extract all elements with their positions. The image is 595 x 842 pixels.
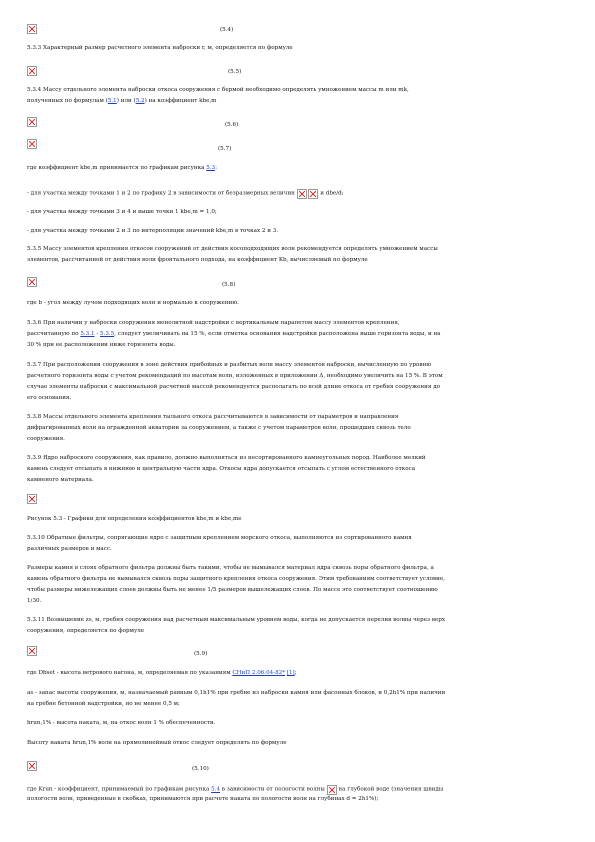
paragraph-5-3-9-line3: камненого материала.: [27, 477, 94, 483]
paragraph-5-3-4-line1: 5.3.4 Массу отдельного элемента наброски откоса сооружения с бермой необходимо определять умножением массы m или mk,: [27, 87, 409, 93]
paragraph-5-3-8-line2: дифрагированных волн на огражденной акватории за сооружением, а также с учетом параметров волн, прошедших сквозь тело: [27, 425, 411, 431]
broken-image-icon: [27, 24, 37, 34]
runup-formula-intro: Высоту наката hrun,1% волн на прямолинейный откос следует определять по формуле: [27, 740, 287, 746]
paragraph-5-3-6-line2: рассчитанную по 5.3.1 - 5.3.5, следует увеличивать на 15 %, если отметка основания надстройки расположена выше горизонта воды, и на: [27, 331, 441, 337]
paragraph-5-3-7-line3: случае элементы наброски с максимальной расчетной массой рекомендуется располагать по всей длине откоса от гребня сооружения до: [27, 384, 441, 390]
broken-image-icon: [297, 189, 307, 199]
paragraph-filter-line2: камень обратного фильтра не вымывался сквозь поры защитного крепления откоса сооружения. Этим требованиям соответствует условие,: [27, 576, 445, 582]
paragraph-5-3-5-line1: 5.3.5 Массу элементов крепления откосов сооружений от действия косоподходящих волн рекомендуется определять умножением массы: [27, 246, 438, 252]
paragraph-5-3-7-line2: расчетного горизонта воды с учетом рекомендаций по высотам волн, изложенных в приложении Δ, необходимо увеличить на 15 %. В этом: [27, 373, 443, 379]
paragraph-5-3-5-line2: элементов, рассчитанной от действия волн фронтального подхода, на коэффициент Kb, вычисляемый по формуле: [27, 257, 368, 263]
paragraph-5-3-11-line1: 5.3.11 Возвышение zs, м, гребня сооружения над расчетным максимальным уровнем воды, когда не допускается перелив волны через верх: [27, 617, 446, 623]
broken-image-icon: [308, 189, 318, 199]
equation-number: (5.6): [225, 122, 239, 128]
paragraph-5-3-7-line4: его основания.: [27, 395, 72, 401]
broken-image-icon: [27, 117, 37, 127]
paragraph-5-3-8-line1: 5.3.8 Массы отдельного элемента крепления тыльного откоса рассчитываются в зависимости от параметров и направления: [27, 414, 399, 420]
angle-definition: где b - угол между лучом подходящих волн и нормалью к сооружению.: [27, 300, 239, 306]
figure-link-5-3[interactable]: 5.3: [206, 165, 216, 171]
snip-link[interactable]: СНиП 2.06.04-82*: [232, 670, 286, 676]
reference-link-1[interactable]: [1]: [286, 670, 295, 676]
broken-image-icon: [27, 494, 37, 504]
equation-number: (5.9): [194, 651, 208, 657]
paragraph-5-3-9-line1: 5.3.9 Ядро наброского сооружения, как правило, должно выполняться из несортированного камнеугольных пород. Наиболее мелкий: [27, 455, 426, 461]
paragraph-filter-line4: 1/30.: [27, 598, 42, 604]
broken-image-icon: [27, 277, 37, 287]
broken-image-icon: [27, 646, 37, 656]
paragraph-filter-line1: Размеры камня в слоях обратного фильтра должны быть такими, чтобы не вымывался материал ядра сквозь поры обратного фильтра, а: [27, 565, 434, 571]
paragraph-5-3-10-line2: различных размеров и масс.: [27, 546, 112, 552]
figure-link-5-4[interactable]: 5.4: [211, 786, 221, 793]
equation-number: (5.4): [220, 27, 234, 33]
broken-image-icon: [27, 66, 37, 76]
clause-link-5-3-5[interactable]: 5.3.5: [100, 331, 115, 337]
reserve-definition-line2: на гребне бетонной надстройки, но не менее 0,5 м;: [27, 701, 180, 707]
equation-number: (5.5): [228, 69, 242, 75]
paragraph-5-3-3: 5.3.3 Характерный размер расчетного элемента наброски r, м, определяется по формуле: [27, 45, 293, 51]
bullet-segment-3-4: - для участка между точками 3 и 4 и выше точки 1 kbе,m = 1,0;: [27, 209, 217, 215]
equation-number: (5.10): [192, 766, 209, 772]
paragraph-5-3-8-line3: сооружения.: [27, 436, 65, 442]
formula-link-5-2[interactable]: 5.2: [135, 98, 145, 104]
bullet-segment-2-3: - для участка между точками 2 и 3 по интерполяции значений kbе,m в точках 2 и 3.: [27, 228, 279, 234]
paragraph-filter-line3: чтобы размеры нижележащих слоев должны быть не менее 1/5 размеров вышележащих слоев. По массе это соответствует соотношению: [27, 587, 438, 593]
setup-definition: где Dbset - высота ветрового нагона, м, определяемая по указаниям СНиП 2.06.04-82* [1];: [27, 670, 297, 676]
runup-definition: hrun,1% - высота наката, м, на откос волн 1 % обеспеченности.: [27, 720, 216, 726]
paragraph-5-3-9-line2: камень следует отсыпать в нижнюю и центральную части ядра. Откосы ядра допускается отсыпать с углом естественного откоса: [27, 466, 416, 472]
krun-definition-line2: пологости волн, приведенные в скобках, принимаются при расчете наката по пологости волн на глубинах d = 2h1%);: [27, 796, 379, 802]
paragraph-5-3-6-line1: 5.3.6 При наличии у наброски сооружения монолитной надстройки с вертикальным парапетом массу элементов крепления,: [27, 320, 400, 326]
paragraph-5-3-4-line2: полученных по формулам (5.1) или (5.2) на коэффициент kbе,m: [27, 98, 217, 104]
broken-image-icon: [27, 761, 37, 771]
broken-image-icon: [327, 785, 337, 795]
paragraph-5-3-6-line3: 30 % при ее расположении ниже горизонта воды.: [27, 342, 176, 348]
paragraph-5-3-10-line1: 5.3.10 Обратные фильтры, сопрягающие ядро с защитным креплением морского откоса, выполняются из сортированного камня: [27, 535, 412, 541]
broken-image-icon: [27, 139, 37, 149]
formula-link-5-1[interactable]: 5.1: [107, 98, 117, 104]
bullet-segment-1-2: - для участка между точками 1 и 2 по графику 2 в зависимости от безразмерных величин и dbе/d;: [27, 188, 572, 198]
krun-definition-line1: где Krun - коэффициент, принимаемый по графикам рисунка 5.4 в зависимости от пологости волны на глубокой воде (значения швиды: [27, 784, 572, 794]
reserve-definition-line1: as - запас высоты сооружения, м, назначаемый равным 0,1h1% при гребне из наброски камня или фасонных блоков, и 0,2h1% при наличии: [27, 690, 446, 696]
figure-caption: Рисунок 5.3 - Графики для определения коэффициентов kbе,m и kbе,me: [27, 516, 242, 522]
paragraph-5-3-11-line2: сооружения, определяется по формуле: [27, 628, 145, 634]
equation-number: (5.8): [222, 282, 236, 288]
coefficient-definition: где коэффициент kbе,m принимается по графикам рисунка 5.3:: [27, 165, 218, 171]
paragraph-5-3-7-line1: 5.3.7 При расположении сооружения в зоне действия прибойных и разбитых волн массу элементов наброски, вычисленную по уровню: [27, 362, 432, 368]
equation-number: (5.7): [218, 146, 232, 152]
clause-link-5-3-1[interactable]: 5.3.1: [80, 331, 95, 337]
